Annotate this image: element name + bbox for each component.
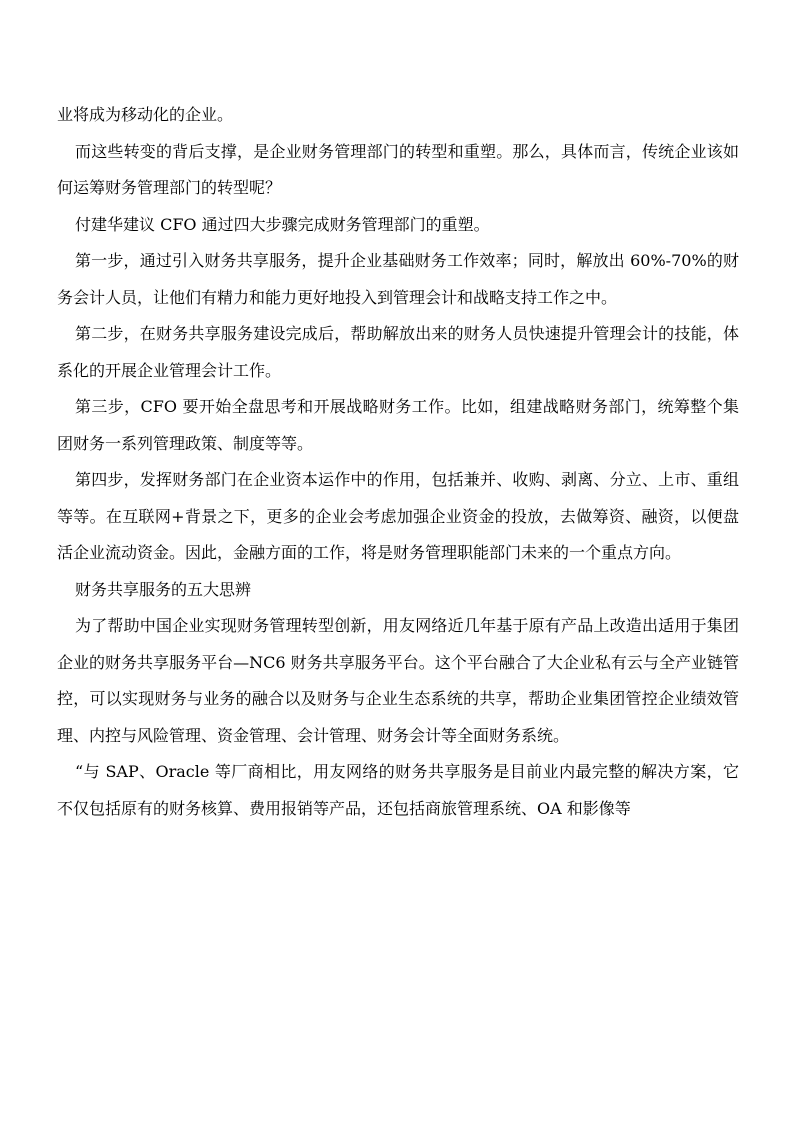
paragraph-step-four: 第四步，发挥财务部门在企业资本运作中的作用，包括兼并、收购、剥离、分立、上市、重组等等。在互联网+背景之下，更多的企业会考虑加强企业资金的投放，去做筹资、融资，以便盘活企业流动资金。因此，金融方面的工作，将是财务管理职能部门未来的一个重点方向。 bbox=[57, 470, 739, 562]
paragraph-continuation: 业将成为移动化的企业。 bbox=[57, 105, 234, 124]
paragraph-four-steps-intro: 付建华建议 CFO 通过四大步骤完成财务管理部门的重塑。 bbox=[75, 214, 490, 234]
paragraph-nc6-platform: 为了帮助中国企业实现财务管理转型创新，用友网络近几年基于原有产品上改造出适用于集团企业的财务共享服务平台—NC6 财务共享服务平台。这个平台融合了大企业私有云与全产业链管控，可以实现财务与业务的融合以及财务与企业生态系统的共享，帮助企业集团管控企业绩效管理、内控与风险管理、资金管理、会计管理、财务会计等全面财务系统。 bbox=[57, 616, 739, 745]
paragraph-step-two: 第二步，在财务共享服务建设完成后，帮助解放出来的财务人员快速提升管理会计的技能，体系化的开展企业管理会计工作。 bbox=[57, 324, 739, 380]
paragraph-transformation-support: 而这些转变的背后支撑，是企业财务管理部门的转型和重塑。那么，具体而言，传统企业该如何运筹财务管理部门的转型呢？ bbox=[57, 141, 739, 197]
document-body bbox=[57, 97, 739, 827]
section-heading: 财务共享服务的五大思辨 bbox=[75, 579, 252, 599]
paragraph-step-three: 第三步，CFO 要开始全盘思考和开展战略财务工作。比如，组建战略财务部门，统筹整个集团财务一系列管理政策、制度等等。 bbox=[57, 397, 739, 453]
paragraph-step-one: 第一步，通过引入财务共享服务，提升企业基础财务工作效率；同时，解放出 60%-70%的财务会计人员，让他们有精力和能力更好地投入到管理会计和战略支持工作之中。 bbox=[57, 251, 739, 307]
paragraph-quote: “与 SAP、Oracle 等厂商相比，用友网络的财务共享服务是目前业内最完整的解决方案，它不仅包括原有的财务核算、费用报销等产品，还包括商旅管理系统、OA 和影像等 bbox=[57, 762, 739, 818]
